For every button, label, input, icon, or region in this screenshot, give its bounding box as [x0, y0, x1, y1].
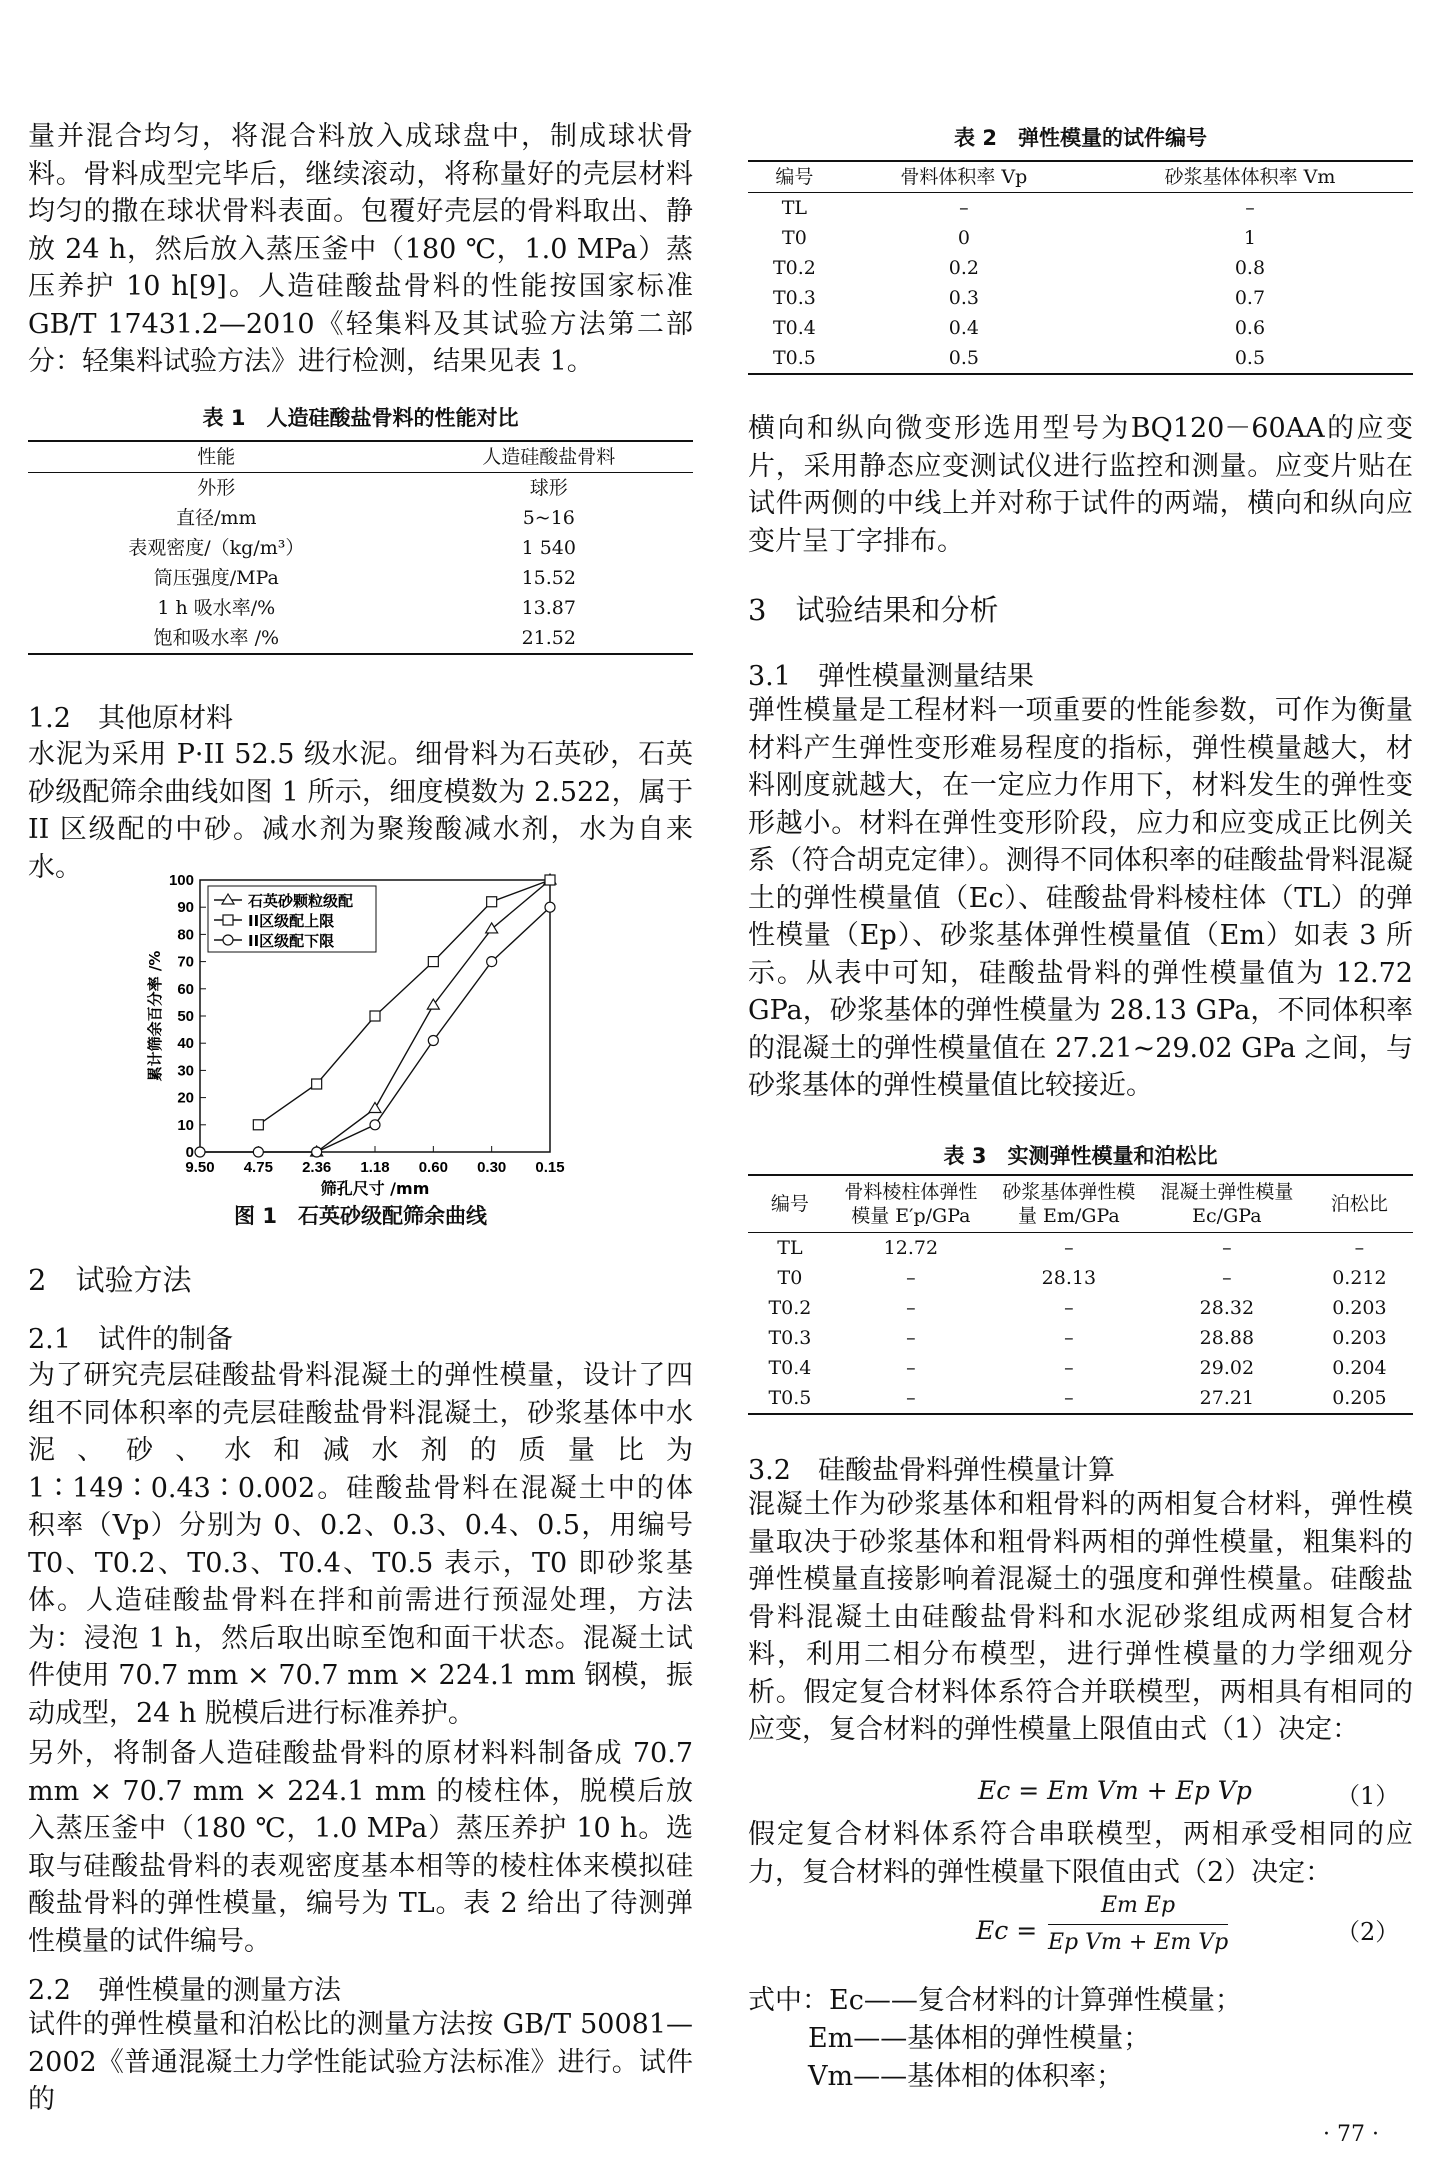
- table1-row: [28, 533, 693, 563]
- table3-header: 泊松比: [1330, 1193, 1388, 1215]
- table-cell: T0.5: [772, 347, 816, 369]
- paragraph-3-1: 弹性模量是工程材料一项重要的性能参数，可作为衡量材料产生弹性变形难易程度的指标，弹性模量越大，材料刚度就越大，在一定应力作用下，材料发生的弹性变形越小。材料在弹性变形阶段，应力和应变成正比例关系（符合胡克定律）。测得不同体积率的硅酸盐骨料混凝土的弹性模量值（Ec）、硅酸盐骨料棱柱体（TL）的弹性模量（Ep）、砂浆基体弹性模量值（Em）如表 3 所示。从表中可知，硅酸盐骨料的弹性模量值为 12.72 GPa，砂浆基体的弹性模量为 28.13 GPa，不同体积率的混凝土的弹性模量值在 27.21~29.02 GPa 之间，与砂浆基体的弹性模量值比较接近。: [748, 695, 1413, 1101]
- equation-1-number: （1）: [1336, 1782, 1400, 1810]
- table1-row: [28, 473, 693, 504]
- table-cell: –: [906, 1387, 916, 1409]
- figure1-caption: 图 1 石英砂级配筛余曲线: [234, 1204, 487, 1228]
- table3-header: 砂浆基体弹性模量 Em/GPa: [1002, 1181, 1136, 1227]
- table-cell: T0.2: [768, 1297, 812, 1319]
- legend-label: 石英砂颗粒级配: [248, 892, 354, 910]
- x-tick-label: 1.18: [360, 1159, 390, 1176]
- y-axis-label: 累计筛余百分率 /%: [146, 950, 164, 1082]
- table3-header: 骨料棱柱体弹性模量 E′p/GPa: [844, 1181, 978, 1227]
- x-tick-label: 4.75: [243, 1159, 273, 1176]
- data-point-circle: [428, 1035, 438, 1045]
- table-cell: 筒压强度/MPa: [153, 567, 279, 589]
- table-cell: –: [959, 197, 969, 219]
- y-tick-label: 50: [177, 1008, 194, 1025]
- table1-row: [28, 503, 693, 533]
- equation-2-denominator: Ep Vm + Em Vp: [1048, 1930, 1229, 1955]
- y-tick-label: 60: [177, 980, 194, 998]
- section-1-2-heading: 1.2 其他原材料: [28, 703, 233, 734]
- table-cell: 0.4: [948, 317, 979, 339]
- paragraph-intro: 量并混合均匀，将混合料放入成球盘中，制成球状骨料。骨料成型完毕后，继续滚动，将称量好的壳层材料均匀的撒在球状骨料表面。包覆好壳层的骨料取出、静放 24 h，然后放入蒸压釜中（180 ℃，1.0 MPa）蒸压养护 10 h[9]。人造硅酸盐骨料的性能按国家标准 GB/T 17431.2—2010《轻集料及其试验方法第二部分：轻集料试验方法》进行检测，结果见表 1。: [28, 121, 693, 377]
- table-cell: 28.13: [1041, 1267, 1097, 1289]
- table-cell: 0.5: [948, 347, 979, 369]
- table-cell: 饱和吸水率 /%: [153, 627, 280, 649]
- table-cell: 1: [1243, 227, 1256, 249]
- table-cell: –: [906, 1357, 916, 1379]
- data-point-triangle: [486, 923, 498, 933]
- table-cell: –: [906, 1297, 916, 1319]
- section-2-heading: 2 试验方法: [28, 1263, 192, 1297]
- table-cell: 1 h 吸水率/%: [157, 597, 276, 619]
- table-cell: –: [1064, 1297, 1074, 1319]
- table-cell: T0.3: [772, 287, 816, 309]
- data-point-circle: [545, 902, 555, 912]
- data-point-square: [545, 875, 555, 885]
- y-tick-label: 20: [177, 1089, 194, 1107]
- table-cell: 外形: [197, 477, 236, 499]
- table-cell: –: [1064, 1357, 1074, 1379]
- table-cell: 0.203: [1332, 1297, 1387, 1319]
- data-point-circle: [195, 1147, 205, 1157]
- x-tick-label: 9.50: [185, 1159, 215, 1176]
- legend-label: II区级配下限: [248, 932, 335, 950]
- table-cell: –: [1222, 1237, 1232, 1259]
- table3-header: 混凝土弹性模量 Ec/GPa: [1160, 1181, 1294, 1227]
- table-cell: T0: [782, 227, 807, 249]
- table-cell: 0.3: [948, 287, 979, 309]
- table-cell: –: [906, 1327, 916, 1349]
- table-cell: T0.3: [768, 1327, 812, 1349]
- legend-label: II区级配上限: [248, 912, 335, 930]
- table-cell: –: [1222, 1267, 1232, 1289]
- table1-row: [28, 563, 693, 593]
- legend-marker-circle: [223, 935, 233, 945]
- definition-em: Em——基体相的弹性模量；: [808, 2023, 1151, 2054]
- paragraph-strain-gauge: 横向和纵向微变形选用型号为BQ120－60AA的应变片，采用静态应变测试仪进行监控和测量。应变片贴在试件两侧的中线上并对称于试件的两端，横向和纵向应变片呈丁字排布。: [748, 413, 1413, 557]
- table-cell: 15.52: [521, 567, 576, 589]
- table-cell: 0.7: [1234, 287, 1266, 309]
- paragraph-3-2b: 假定复合材料体系符合串联模型，两相承受相同的应力，复合材料的弹性模量下限值由式（2）决定：: [748, 1819, 1413, 1888]
- equation-2-number: （2）: [1336, 1918, 1400, 1946]
- table3-row: [748, 1293, 1413, 1323]
- table-cell: –: [1245, 197, 1255, 219]
- table2-row: [748, 193, 1413, 224]
- equation-2-numerator: Em Ep: [1100, 1893, 1176, 1918]
- table3-row: [748, 1353, 1413, 1383]
- paragraph-3-2a: 混凝土作为砂浆基体和粗骨料的两相复合材料，弹性模量取决于砂浆基体和粗骨料两相的弹性模量，粗集料的弹性模量直接影响着混凝土的强度和弹性模量。硅酸盐骨料混凝土由硅酸盐骨料和水泥砂浆组成两相复合材料，利用二相分布模型，进行弹性模量的力学细观分析。假定复合材料体系符合并联模型，两相具有相同的应变，复合材料的弹性模量上限值由式（1）决定：: [748, 1489, 1413, 1745]
- x-tick-label: 0.15: [535, 1159, 565, 1176]
- table1-caption: 表 1 人造硅酸盐骨料的性能对比: [202, 406, 519, 430]
- x-tick-label: 0.60: [418, 1159, 448, 1176]
- legend-marker-square: [223, 915, 233, 925]
- table-cell: T0.5: [768, 1387, 812, 1409]
- equation-2-lhs: Ec =: [976, 1916, 1038, 1945]
- x-tick-label: 2.36: [302, 1159, 332, 1176]
- table-cell: 球形: [529, 477, 568, 499]
- table2-row: [748, 343, 1413, 374]
- table-cell: –: [906, 1267, 916, 1289]
- paragraph-2-2: 试件的弹性模量和泊松比的测量方法按 GB/T 50081—2002《普通混凝土力学性能试验方法标准》进行。试件的: [28, 2009, 693, 2115]
- page-number: · 77 ·: [1323, 2122, 1379, 2147]
- section-3-1-heading: 3.1 弹性模量测量结果: [748, 661, 1034, 692]
- table-cell: TL: [777, 1237, 803, 1259]
- table-cell: T0.2: [772, 257, 816, 279]
- table-cell: 0.6: [1234, 317, 1266, 339]
- table1: [28, 440, 693, 655]
- y-tick-label: 40: [177, 1035, 194, 1053]
- data-point-triangle: [369, 1102, 381, 1112]
- table-cell: T0: [777, 1267, 803, 1289]
- table-cell: T0.4: [768, 1357, 812, 1379]
- data-point-circle: [370, 1120, 380, 1130]
- table-cell: 0.2: [948, 257, 979, 279]
- equation-2-fraction-bar: [1048, 1924, 1228, 1925]
- table3-header: 编号: [770, 1193, 809, 1215]
- table3: [748, 1174, 1413, 1415]
- table-cell: TL: [781, 197, 808, 219]
- table-cell: 0.203: [1332, 1327, 1387, 1349]
- table-cell: 0.205: [1332, 1387, 1387, 1409]
- definition-vm: Vm——基体相的体积率；: [808, 2061, 1124, 2092]
- section-3-heading: 3 试验结果和分析: [748, 593, 999, 627]
- table2-header: 骨料体积率 Vp: [900, 166, 1028, 188]
- y-tick-label: 90: [177, 899, 194, 917]
- table-cell: 13.87: [521, 597, 576, 619]
- definition-ec: 式中：Ec——复合材料的计算弹性模量；: [748, 1985, 1242, 2016]
- table1-header: 人造硅酸盐骨料: [482, 446, 616, 468]
- table-cell: 27.21: [1199, 1387, 1255, 1409]
- table2-row: [748, 283, 1413, 313]
- table-cell: 直径/mm: [176, 507, 257, 529]
- table-cell: T0.4: [772, 317, 816, 339]
- data-point-circle: [253, 1147, 263, 1157]
- table3-caption: 表 3 实测弹性模量和泊松比: [943, 1144, 1218, 1168]
- table2-row: [748, 253, 1413, 283]
- table2-row: [748, 223, 1413, 253]
- table1-row: [28, 623, 693, 654]
- sieve-curve-chart: [128, 860, 648, 1200]
- table-cell: 表观密度/（kg/m³）: [128, 537, 305, 559]
- table-cell: 1 540: [521, 537, 576, 559]
- data-point-circle: [487, 957, 497, 967]
- paragraph-2-1b: 另外，将制备人造硅酸盐骨料的原材料料制备成 70.7 mm × 70.7 mm × 224.1 mm 的棱柱体，脱模后放入蒸压釜中（180 ℃，1.0 MPa）蒸压养护 10 h。选取与硅酸盐骨料的表观密度基本相等的棱柱体来模拟硅酸盐骨料的弹性模量，编号为 TL。表 2 给出了待测弹性模量的试件编号。: [28, 1738, 693, 1957]
- table3-row: [748, 1383, 1413, 1414]
- equation-1: Ec = Em Vm + Ep Vp: [978, 1776, 1252, 1805]
- y-tick-label: 100: [168, 872, 194, 889]
- table2-header: 砂浆基体体积率 Vm: [1164, 166, 1336, 188]
- y-tick-label: 80: [177, 926, 194, 944]
- paragraph-2-1a: 为了研究壳层硅酸盐骨料混凝土的弹性模量，设计了四组不同体积率的壳层硅酸盐骨料混凝土，砂浆基体中水泥、砂、水和减水剂的质量比为 1∶149∶0.43∶0.002。硅酸盐骨料在混凝土中的体积率（Vp）分别为 0、0.2、0.3、0.4、0.5，用编号 T0、T0.2、T0.3、T0.4、T0.5 表示，T0 即砂浆基体。人造硅酸盐骨料在拌和前需进行预湿处理，方法为：浸泡 1 h，然后取出晾至饱和面干状态。混凝土试件使用 70.7 mm × 70.7 mm × 224.1 mm 钢模，振动成型，24 h 脱模后进行标准养护。: [28, 1360, 693, 1729]
- table2-row: [748, 313, 1413, 343]
- section-2-2-heading: 2.2 弹性模量的测量方法: [28, 1975, 341, 2006]
- table3-row: [748, 1323, 1413, 1353]
- section-3-2-heading: 3.2 硅酸盐骨料弹性模量计算: [748, 1455, 1115, 1486]
- table-cell: 0.212: [1332, 1267, 1387, 1289]
- data-point-square: [487, 897, 497, 907]
- section-2-1-heading: 2.1 试件的制备: [28, 1324, 233, 1355]
- table-cell: 12.72: [883, 1237, 939, 1259]
- table-cell: 0.204: [1332, 1357, 1387, 1379]
- table2: [748, 160, 1413, 375]
- x-axis-label: 筛孔尺寸 /mm: [320, 1179, 430, 1198]
- data-point-square: [428, 957, 438, 967]
- table-cell: 29.02: [1199, 1357, 1255, 1379]
- table-cell: 28.32: [1199, 1297, 1255, 1319]
- table-cell: 0: [957, 227, 970, 249]
- y-tick-label: 0: [185, 1144, 194, 1161]
- table2-caption: 表 2 弹性模量的试件编号: [954, 126, 1207, 150]
- table-cell: 21.52: [521, 627, 576, 649]
- table1-row: [28, 593, 693, 623]
- table-cell: 0.8: [1234, 257, 1266, 279]
- y-tick-label: 70: [177, 953, 194, 971]
- data-point-square: [370, 1011, 380, 1021]
- table-cell: 5~16: [522, 507, 575, 529]
- y-tick-label: 30: [177, 1062, 194, 1080]
- table-cell: 28.88: [1199, 1327, 1255, 1349]
- table2-header: 编号: [775, 166, 814, 188]
- table-cell: 0.5: [1234, 347, 1266, 369]
- data-point-circle: [312, 1147, 322, 1157]
- x-tick-label: 0.30: [477, 1159, 507, 1176]
- data-point-square: [253, 1120, 263, 1130]
- data-point-square: [312, 1079, 322, 1089]
- table3-row: [748, 1233, 1413, 1264]
- table-cell: –: [1064, 1387, 1074, 1409]
- table3-row: [748, 1263, 1413, 1293]
- table1-header: 性能: [197, 446, 236, 468]
- table-cell: –: [1354, 1237, 1365, 1259]
- paragraph-1-2: 水泥为采用 P·II 52.5 级水泥。细骨料为石英砂，石英砂级配筛余曲线如图 1 所示，细度模数为 2.522，属于 II 区级配的中砂。减水剂为聚羧酸减水剂，水为自来水。: [28, 739, 693, 883]
- y-tick-label: 10: [177, 1116, 194, 1134]
- table-cell: –: [1064, 1327, 1074, 1349]
- table-cell: –: [1064, 1237, 1074, 1259]
